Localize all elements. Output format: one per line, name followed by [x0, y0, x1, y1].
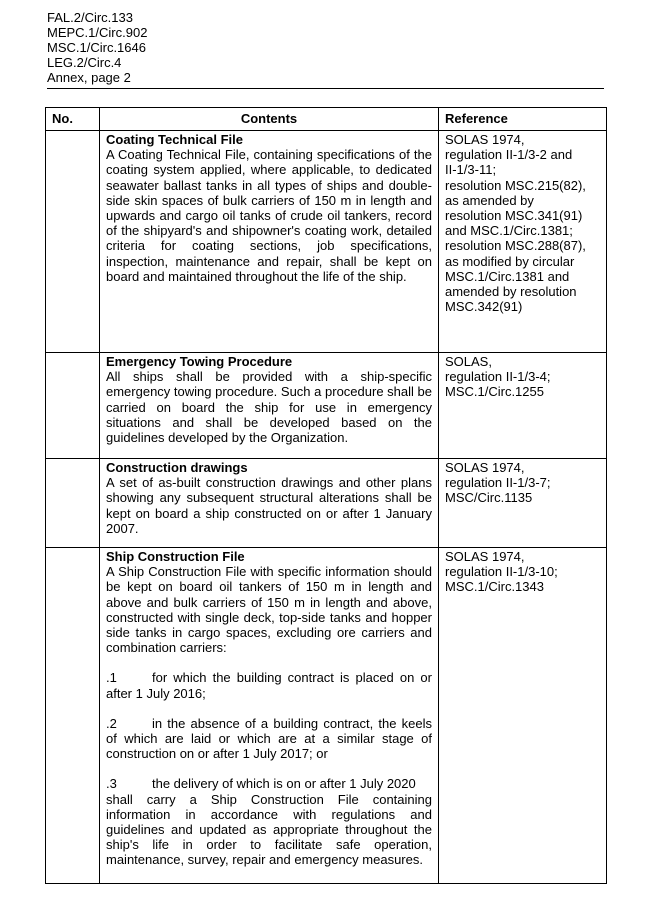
entry-closing: shall carry a Ship Construction File containing information in accordance with regulations and guidelines and updated as appropriate throughout the ship's life in order to facilitate safe operation, maintenance, survey, repair and emergency measures.	[106, 791, 432, 868]
cell-contents	[100, 459, 439, 548]
reference-line: resolution MSC.341(91)	[445, 208, 583, 224]
entry-title: Emergency Towing Procedure	[106, 354, 293, 369]
list-item	[106, 776, 432, 791]
cell-no	[46, 131, 100, 353]
header-line: MSC.1/Circ.1646	[47, 40, 146, 55]
annex-table	[45, 107, 607, 884]
entry-body: A Ship Construction File with specific information should be kept on board oil tankers of 150 m in length and above and bulk carriers of 150 m in length and above, constructed with single deck, top-side tanks and hopper side tanks in cargo spaces, excluding ore carriers and combination carriers:	[106, 564, 432, 656]
entry-title: Construction drawings	[106, 460, 248, 475]
reference-line: SOLAS,	[445, 354, 492, 369]
table-row	[46, 459, 607, 548]
cell-reference	[439, 548, 607, 884]
column-header-contents: Contents	[100, 108, 439, 131]
entry-body: A set of as-built construction drawings and other plans showing any subsequent structural alterations shall be kept on board a ship constructed on or after 1 January 2007.	[106, 475, 432, 536]
cell-reference	[439, 459, 607, 548]
reference-line: MSC.1/Circ.1381 and	[445, 268, 570, 284]
reference-line: SOLAS 1974,	[445, 132, 525, 147]
header-line: Annex, page 2	[47, 70, 131, 85]
cell-no	[46, 548, 100, 884]
table-header-row	[46, 108, 607, 131]
entry-body: All ships shall be provided with a ship-specific emergency towing procedure. Such a procedure shall be carried on board the ship for use in emergency situations and shall be developed based on the guidelines developed by the Organization.	[106, 369, 432, 446]
table-row	[46, 353, 607, 459]
header-line: FAL.2/Circ.133	[47, 10, 133, 25]
reference-line: regulation II-1/3-7;	[445, 475, 551, 491]
reference-line: II-1/3-11;	[445, 162, 497, 178]
reference-line: regulation II-1/3-2 and	[445, 147, 573, 163]
cell-reference	[439, 131, 607, 353]
list-item-number: .1	[106, 670, 117, 686]
reference-line: resolution MSC.215(82),	[445, 177, 586, 193]
cell-no	[46, 353, 100, 459]
table-row	[46, 131, 607, 353]
reference-line: MSC.342(91)	[445, 299, 523, 315]
document-header	[47, 10, 147, 85]
cell-no	[46, 459, 100, 548]
list-item-text: in the absence of a building contract, the keels of which are laid or which are at a similar stage of construction on or after 1 July 2017; or	[106, 715, 432, 762]
cell-reference	[439, 353, 607, 459]
list-item-text: for which the building contract is placed on or after 1 July 2016;	[106, 670, 432, 701]
reference-line: resolution MSC.288(87),	[445, 238, 586, 254]
header-line: LEG.2/Circ.4	[47, 55, 122, 70]
header-line: MEPC.1/Circ.902	[47, 25, 148, 40]
list-item-number: .2	[106, 715, 117, 731]
reference-line: regulation II-1/3-10;	[445, 564, 558, 580]
list-item	[106, 670, 432, 700]
list-item	[106, 716, 432, 762]
cell-contents	[100, 131, 439, 353]
entry-title: Coating Technical File	[106, 132, 244, 147]
column-header-reference: Reference	[439, 108, 607, 131]
reference-line: MSC/Circ.1135	[445, 490, 533, 506]
reference-line: MSC.1/Circ.1343	[445, 579, 544, 595]
list-item-number: .3	[106, 776, 117, 792]
cell-contents	[100, 548, 439, 884]
reference-line: SOLAS 1974,	[445, 549, 525, 564]
reference-line: regulation II-1/3-4;	[445, 369, 551, 385]
entry-title: Ship Construction File	[106, 549, 245, 564]
entry-body: A Coating Technical File, containing specifications of the coating system applied, where applicable, to dedicated seawater ballast tanks in all types of ships and double-side skin spaces of bulk carriers of 150 m in length and upwards and cargo oil tanks of crude oil tankers, record of the shipyard's and shipowner's coating work, detailed criteria for coating sections, job specifications, inspection, maintenance and repair, shall be kept on board and maintained throughout the life of the ship.	[106, 147, 432, 284]
reference-line: and MSC.1/Circ.1381;	[445, 223, 573, 239]
reference-line: MSC.1/Circ.1255	[445, 384, 544, 400]
table-row	[46, 548, 607, 884]
cell-contents	[100, 353, 439, 459]
reference-line: as amended by	[445, 192, 534, 208]
header-divider	[47, 88, 604, 89]
reference-line: SOLAS 1974,	[445, 460, 525, 475]
list-item-text: the delivery of which is on or after 1 July 2020	[152, 776, 416, 792]
column-header-no: No.	[46, 108, 100, 131]
reference-line: amended by resolution	[445, 284, 577, 300]
reference-line: as modified by circular	[445, 253, 575, 269]
